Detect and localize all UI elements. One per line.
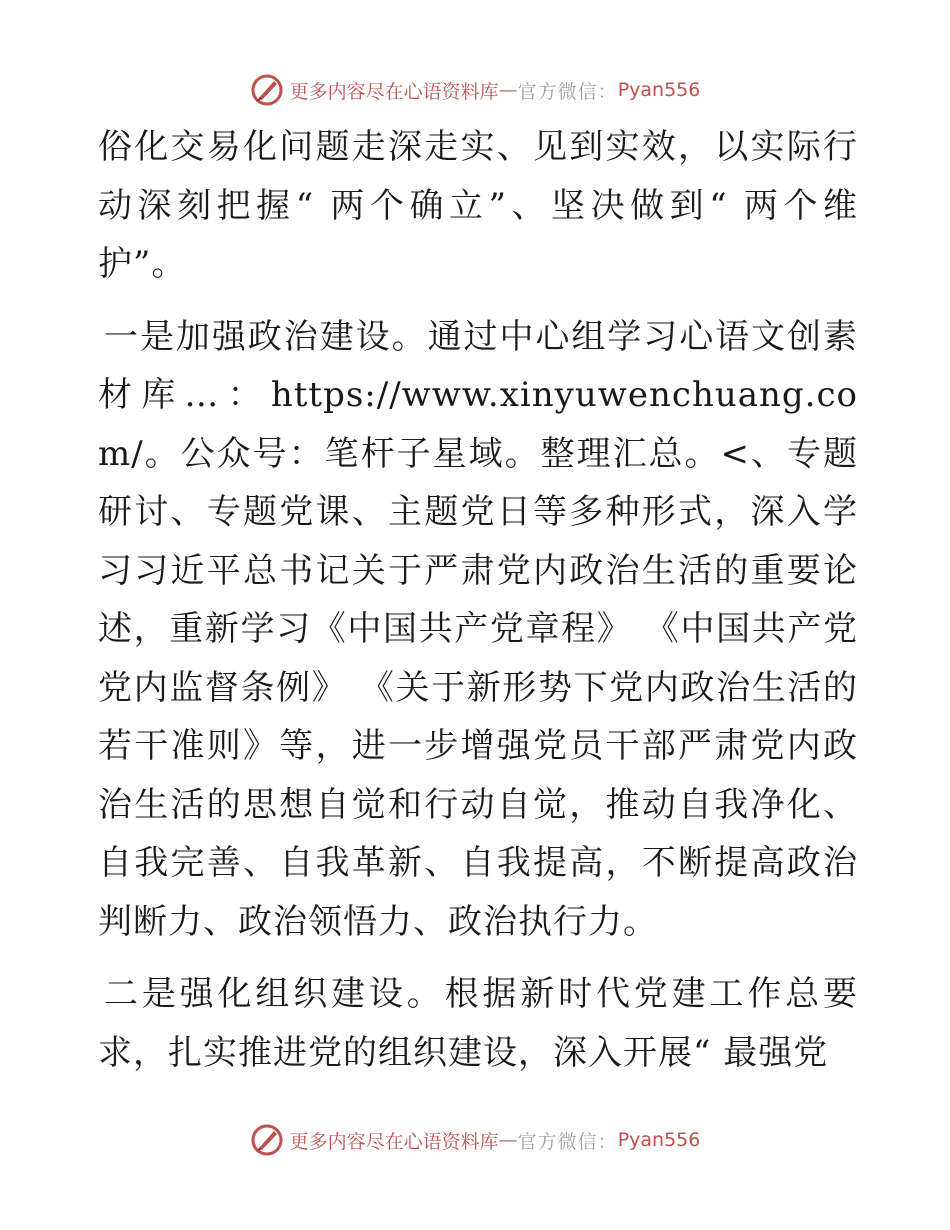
paragraph-3: 二是强化组织建设。根据新时代党建工作总要求，扎实推进党的组织建设，深入开展“ 最强党 (98, 974, 858, 1073)
banner-wechat-id: Pyan556 (617, 1129, 701, 1151)
banner-wechat-label: 官方微信： (517, 1130, 618, 1153)
banner-main-text: 更多内容尽在心语资料库 (289, 80, 499, 103)
banner-main-text: 更多内容尽在心语资料库 (289, 1130, 499, 1153)
quill-pen-logo-icon (250, 73, 284, 107)
header-banner (0, 70, 950, 110)
banner-separator: — (498, 79, 518, 101)
document-body (98, 118, 858, 1082)
banner-wechat-id: Pyan556 (617, 79, 701, 101)
paragraph-2: 一是加强政治建设。通过中心组学习心语文创素材库…：https://www.xinyuwenchuang.com/。公众号：笔杆子星域。整理汇总。<、专题研讨、专题党课、主题党日等多种形式，深入学习习近平总书记关于严肃党内政治生活的重要论述，重新学习《中国共产党章程》 《中国共产党党内监督条例》 《关于新形势下党内政治生活的若干准则》等，进一步增强党员干部严肃党内政治生活的思想自觉和行动自觉，推动自我净化、自我完善、自我革新、自我提高，不断提高政治判断力、政治领悟力、政治执行力。 (98, 316, 858, 942)
banner-wechat-label: 官方微信： (517, 80, 618, 103)
paragraph-1: 俗化交易化问题走深走实、见到实效，以实际行动深刻把握“ 两个确立”、坚决做到“ 两个维护”。 (98, 127, 858, 284)
footer-banner (0, 1120, 950, 1160)
banner-separator: — (498, 1129, 518, 1151)
quill-pen-logo-icon (250, 1123, 284, 1157)
